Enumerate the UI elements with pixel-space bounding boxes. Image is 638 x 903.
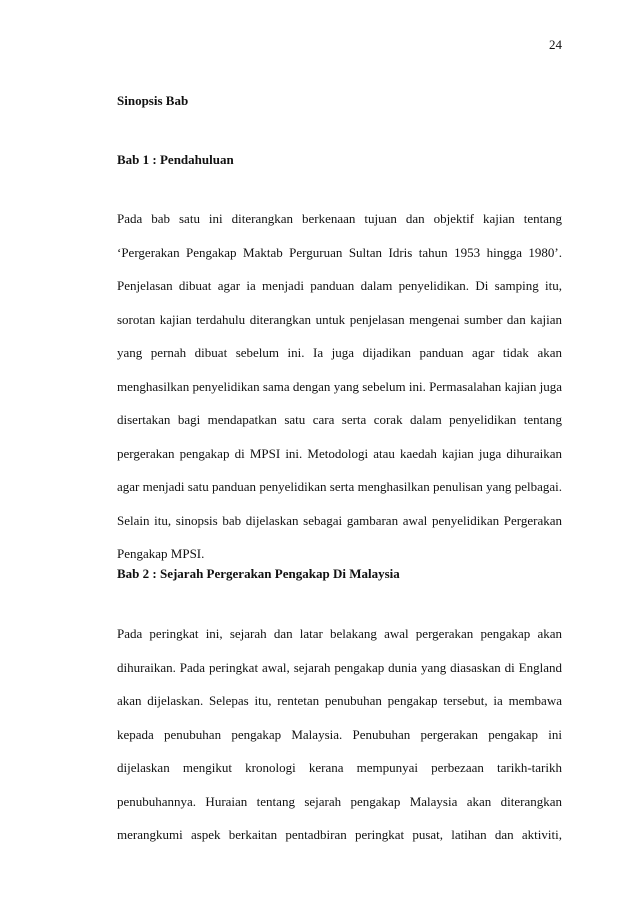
text-line: pergerakan pengakap di MPSI ini. Metodologi atau kaedah kajian juga dihuraikan [117, 445, 562, 461]
text-line: Selain itu, sinopsis bab dijelaskan sebagai gambaran awal penyelidikan Pergerakan [117, 512, 562, 528]
text-line: menghasilkan penyelidikan sama dengan yang sebelum ini. Permasalahan kajian juga [117, 378, 562, 394]
section-heading-sinopsis: Sinopsis Bab [117, 93, 189, 108]
text-line: penubuhannya. Huraian tentang sejarah pengakap Malaysia akan diterangkan [117, 793, 562, 809]
text-line: sorotan kajian terdahulu diterangkan untuk penjelasan mengenai sumber dan kajian [117, 311, 562, 327]
text-line: Pengakap MPSI. [117, 546, 205, 561]
text-line: agar menjadi satu panduan penyelidikan serta menghasilkan penulisan yang pelbagai. [117, 479, 562, 494]
text-line: dihuraikan. Pada peringkat awal, sejarah pengakap dunia yang diasaskan di England [117, 659, 562, 675]
text-line: disertakan bagi mendapatkan satu cara serta corak dalam penyelidikan tentang [117, 412, 562, 427]
text-line: Penjelasan dibuat agar ia menjadi panduan dalam penyelidikan. Di samping itu, [117, 278, 562, 293]
text-line: Pada bab satu ini diterangkan berkenaan tujuan dan objektif kajian tentang [117, 211, 562, 226]
text-line: merangkumi aspek berkaitan pentadbiran peringkat pusat, latihan dan aktiviti, [117, 827, 562, 842]
text-line: kepada penubuhan pengakap Malaysia. Penubuhan pergerakan pengakap ini [117, 726, 562, 742]
text-line: Pada peringkat ini, sejarah dan latar belakang awal pergerakan pengakap akan [117, 626, 562, 641]
paragraph-bab-1 [117, 202, 562, 571]
text-line: yang pernah dibuat sebelum ini. Ia juga dijadikan panduan agar tidak akan [117, 345, 562, 360]
text-line: akan dijelaskan. Selepas itu, rentetan penubuhan pengakap tersebut, ia membawa [117, 693, 562, 708]
text-line: ‘Pergerakan Pengakap Maktab Perguruan Sultan Idris tahun 1953 hingga 1980’. [117, 244, 562, 260]
text-line: dijelaskan mengikut kronologi kerana mempunyai perbezaan tarikh-tarikh [117, 760, 562, 775]
paragraph-bab-2 [117, 617, 562, 852]
section-heading-bab-2: Bab 2 : Sejarah Pergerakan Pengakap Di Malaysia [117, 566, 400, 581]
page-number: 24 [549, 37, 562, 52]
section-heading-bab-1: Bab 1 : Pendahuluan [117, 152, 234, 167]
